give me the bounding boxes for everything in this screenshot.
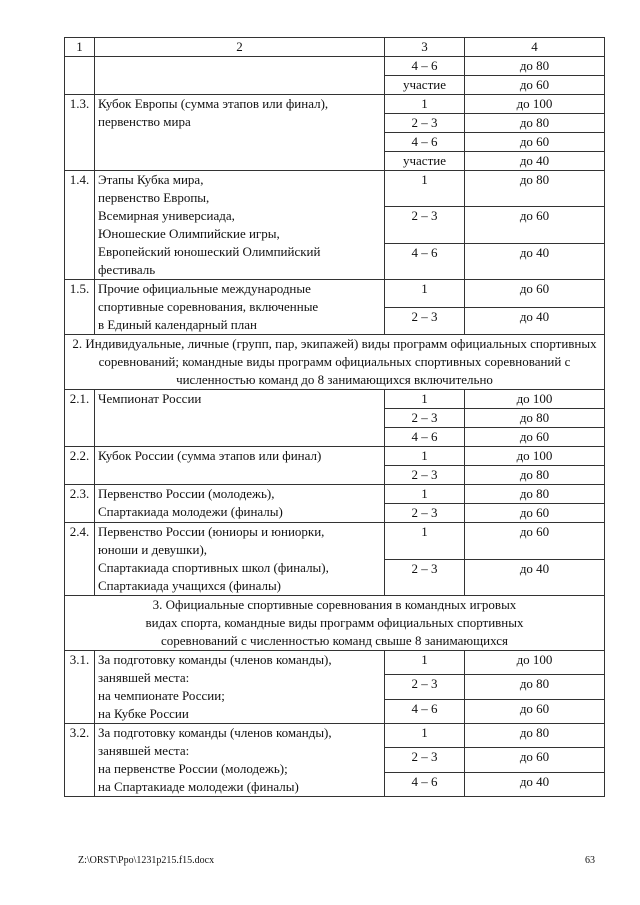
header-row: [65, 38, 605, 57]
place-cell: 2 – 3: [385, 409, 465, 428]
points-cell: до 60: [465, 748, 605, 772]
item-number: [65, 57, 95, 95]
points-cell: до 40: [465, 152, 605, 171]
item-name: Кубок Европы (сумма этапов или финал), первенство мира: [95, 95, 385, 171]
points-cell: до 40: [465, 772, 605, 796]
place-cell: 4 – 6: [385, 428, 465, 447]
table-row: [65, 724, 605, 748]
place-cell: 1: [385, 523, 465, 560]
points-cell: до 60: [465, 133, 605, 152]
place-cell: 4 – 6: [385, 133, 465, 152]
table-row: [65, 523, 605, 560]
points-cell: до 60: [465, 428, 605, 447]
item-number: 1.4.: [65, 171, 95, 280]
footer-file-path: Z:\ORST\Ppo\1231p215.f15.docx: [78, 855, 215, 866]
item-number: 3.2.: [65, 724, 95, 797]
place-cell: 4 – 6: [385, 57, 465, 76]
table-row: [65, 651, 605, 675]
place-cell: участие: [385, 76, 465, 95]
item-number: 3.1.: [65, 651, 95, 724]
table-row: [65, 57, 605, 76]
table-row: [65, 280, 605, 308]
item-name: Чемпионат России: [95, 390, 385, 447]
item-number: 2.1.: [65, 390, 95, 447]
points-cell: до 100: [465, 447, 605, 466]
section-heading: 3. Официальные спортивные соревнования в командных игровых видах спорта, командные виды программ официальных спортивных соревнований с численностью команд свыше 8 занимающихся: [65, 596, 605, 651]
place-cell: 1: [385, 651, 465, 675]
item-name: Первенство России (молодежь), Спартакиада молодежи (финалы): [95, 485, 385, 523]
table-row: [65, 485, 605, 504]
header-col-2: 2: [95, 38, 385, 57]
item-number: 1.5.: [65, 280, 95, 335]
place-cell: 1: [385, 447, 465, 466]
points-cell: до 60: [465, 280, 605, 308]
points-cell: до 40: [465, 307, 605, 335]
points-cell: до 80: [465, 675, 605, 699]
item-number: 2.3.: [65, 485, 95, 523]
place-cell: 2 – 3: [385, 748, 465, 772]
points-cell: до 40: [465, 243, 605, 279]
table-row: [65, 95, 605, 114]
points-cell: до 80: [465, 57, 605, 76]
header-col-4: 4: [465, 38, 605, 57]
place-cell: 1: [385, 95, 465, 114]
points-cell: до 80: [465, 114, 605, 133]
awards-table: [64, 37, 605, 797]
place-cell: 2 – 3: [385, 114, 465, 133]
place-cell: 1: [385, 485, 465, 504]
points-cell: до 100: [465, 95, 605, 114]
place-cell: 4 – 6: [385, 699, 465, 723]
section-row: [65, 335, 605, 390]
place-cell: 4 – 6: [385, 772, 465, 796]
points-cell: до 100: [465, 651, 605, 675]
item-number: 2.2.: [65, 447, 95, 485]
place-cell: 1: [385, 724, 465, 748]
points-cell: до 60: [465, 523, 605, 560]
item-name: Кубок России (сумма этапов или финал): [95, 447, 385, 485]
points-cell: до 80: [465, 485, 605, 504]
place-cell: 2 – 3: [385, 307, 465, 335]
place-cell: 2 – 3: [385, 466, 465, 485]
item-number: 1.3.: [65, 95, 95, 171]
place-cell: 1: [385, 171, 465, 207]
item-name: [95, 57, 385, 95]
points-cell: до 60: [465, 699, 605, 723]
place-cell: 2 – 3: [385, 559, 465, 596]
place-cell: 2 – 3: [385, 207, 465, 243]
table-row: [65, 390, 605, 409]
page-number: 63: [585, 855, 595, 866]
section-row: [65, 596, 605, 651]
item-name: За подготовку команды (членов команды), занявшей места: на чемпионате России; на Кубке России: [95, 651, 385, 724]
place-cell: 1: [385, 390, 465, 409]
points-cell: до 80: [465, 171, 605, 207]
header-col-1: 1: [65, 38, 95, 57]
table-row: [65, 447, 605, 466]
points-cell: до 100: [465, 390, 605, 409]
place-cell: 2 – 3: [385, 675, 465, 699]
points-cell: до 60: [465, 504, 605, 523]
place-cell: участие: [385, 152, 465, 171]
points-cell: до 60: [465, 207, 605, 243]
item-name: Этапы Кубка мира, первенство Европы, Всемирная универсиада, Юношеские Олимпийские игры, Европейский юношеский Олимпийский фестиваль: [95, 171, 385, 280]
points-cell: до 60: [465, 76, 605, 95]
place-cell: 1: [385, 280, 465, 308]
points-cell: до 80: [465, 409, 605, 428]
points-cell: до 80: [465, 724, 605, 748]
item-number: 2.4.: [65, 523, 95, 596]
points-cell: до 40: [465, 559, 605, 596]
section-heading: 2. Индивидуальные, личные (групп, пар, экипажей) виды программ официальных спортивных соревнований; командные виды программ официальных спортивных соревнований с численностью команд до 8 занимающихся включительно: [65, 335, 605, 390]
header-col-3: 3: [385, 38, 465, 57]
place-cell: 2 – 3: [385, 504, 465, 523]
item-name: Первенство России (юниоры и юниорки, юноши и девушки), Спартакиада спортивных школ (финалы), Спартакиада учащихся (финалы): [95, 523, 385, 596]
points-cell: до 80: [465, 466, 605, 485]
item-name: Прочие официальные международные спортивные соревнования, включенные в Единый календарный план: [95, 280, 385, 335]
table-row: [65, 171, 605, 207]
place-cell: 4 – 6: [385, 243, 465, 279]
item-name: За подготовку команды (членов команды), занявшей места: на первенстве России (молодежь); на Спартакиаде молодежи (финалы): [95, 724, 385, 797]
